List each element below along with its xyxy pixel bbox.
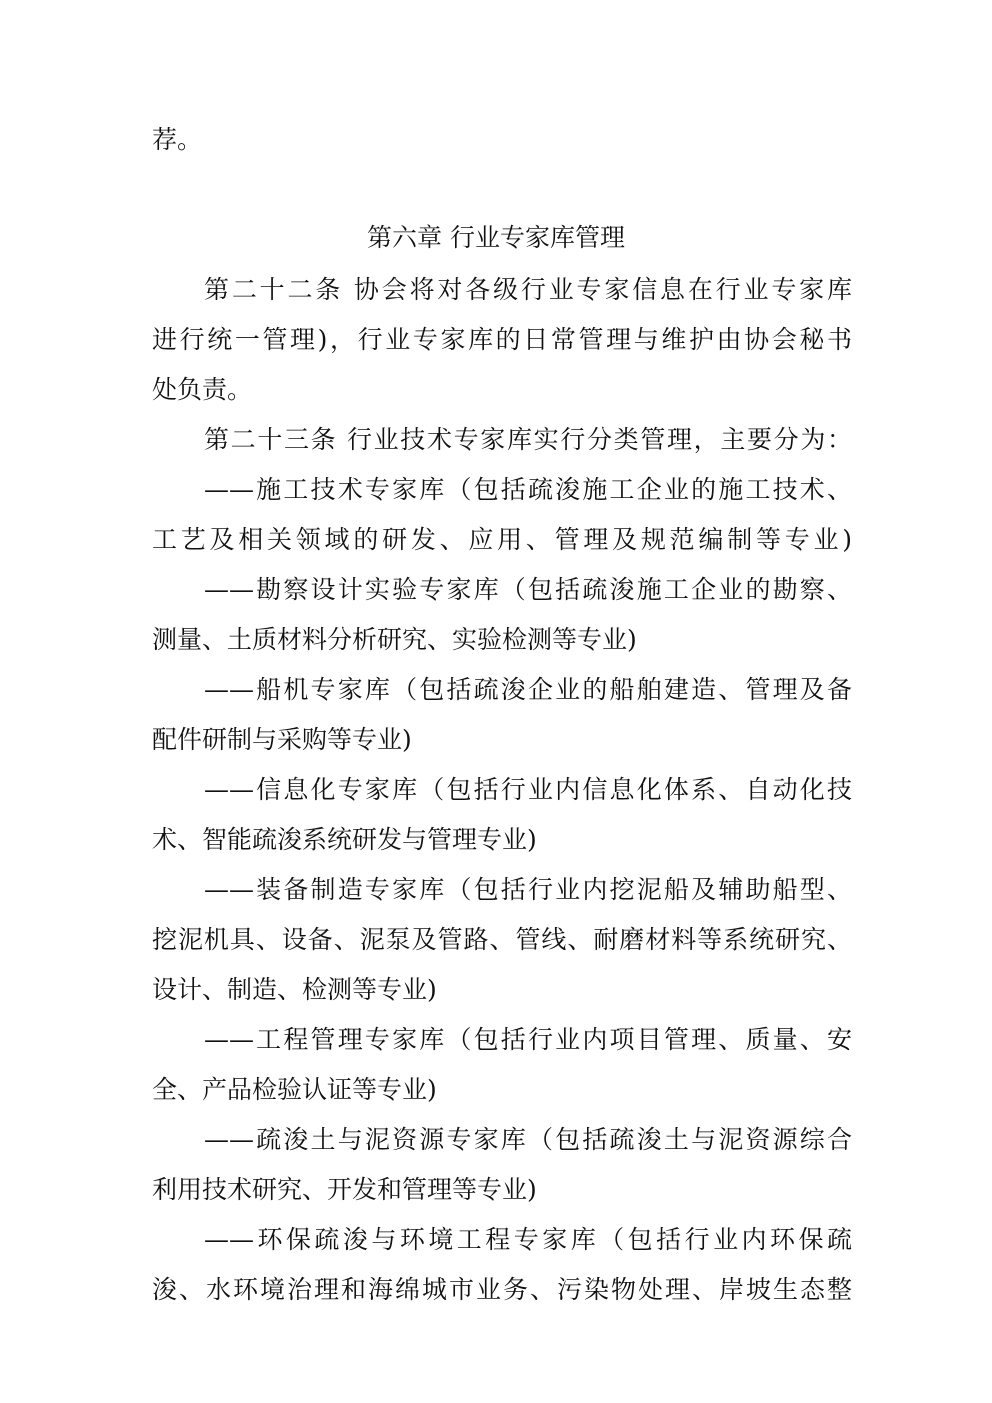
category-ship-line-2: 配件研制与采购等专业) xyxy=(152,725,412,754)
article-22-line-2: 进行统一管理)，行业专家库的日常管理与维护由协会秘书 xyxy=(152,325,852,354)
category-equipment-line-1: ——装备制造专家库（包括行业内挖泥船及辅助船型、 xyxy=(204,875,852,904)
category-environment-line-2: 浚、水环境治理和海绵城市业务、污染物处理、岸坡生态整 xyxy=(152,1275,852,1304)
continuation-text: 荐。 xyxy=(152,125,203,154)
category-it-line-1: ——信息化专家库（包括行业内信息化体系、自动化技 xyxy=(204,775,852,804)
category-equipment-line-3: 设计、制造、检测等专业) xyxy=(152,975,437,1004)
article-22-line-3: 处负责。 xyxy=(152,375,253,404)
category-it-line-2: 术、智能疏浚系统研发与管理专业) xyxy=(152,825,537,854)
category-environment-line-1: ——环保疏浚与环境工程专家库（包括行业内环保疏 xyxy=(204,1225,852,1254)
category-construction-line-1: ——施工技术专家库（包括疏浚施工企业的施工技术、 xyxy=(204,475,852,504)
chapter-title: 第六章 行业专家库管理 xyxy=(367,223,625,252)
category-survey-line-1: ——勘察设计实验专家库（包括疏浚施工企业的勘察、 xyxy=(204,575,852,604)
category-construction-line-2: 工艺及相关领域的研发、应用、管理及规范编制等专业) xyxy=(152,525,852,554)
category-engineering-line-1: ——工程管理专家库（包括行业内项目管理、质量、安 xyxy=(204,1025,852,1054)
category-dredged-soil-line-2: 利用技术研究、开发和管理等专业) xyxy=(152,1175,537,1204)
category-equipment-line-2: 挖泥机具、设备、泥泵及管路、管线、耐磨材料等系统研究、 xyxy=(152,925,852,954)
category-engineering-line-2: 全、产品检验认证等专业) xyxy=(152,1075,437,1104)
article-22-line-1: 第二十二条 协会将对各级行业专家信息在行业专家库 xyxy=(204,275,852,304)
category-survey-line-2: 测量、土质材料分析研究、实验检测等专业) xyxy=(152,625,637,654)
category-dredged-soil-line-1: ——疏浚土与泥资源专家库（包括疏浚土与泥资源综合 xyxy=(204,1125,852,1154)
category-ship-line-1: ——船机专家库（包括疏浚企业的船舶建造、管理及备 xyxy=(204,675,852,704)
article-23-line: 第二十三条 行业技术专家库实行分类管理，主要分为： xyxy=(204,425,852,454)
